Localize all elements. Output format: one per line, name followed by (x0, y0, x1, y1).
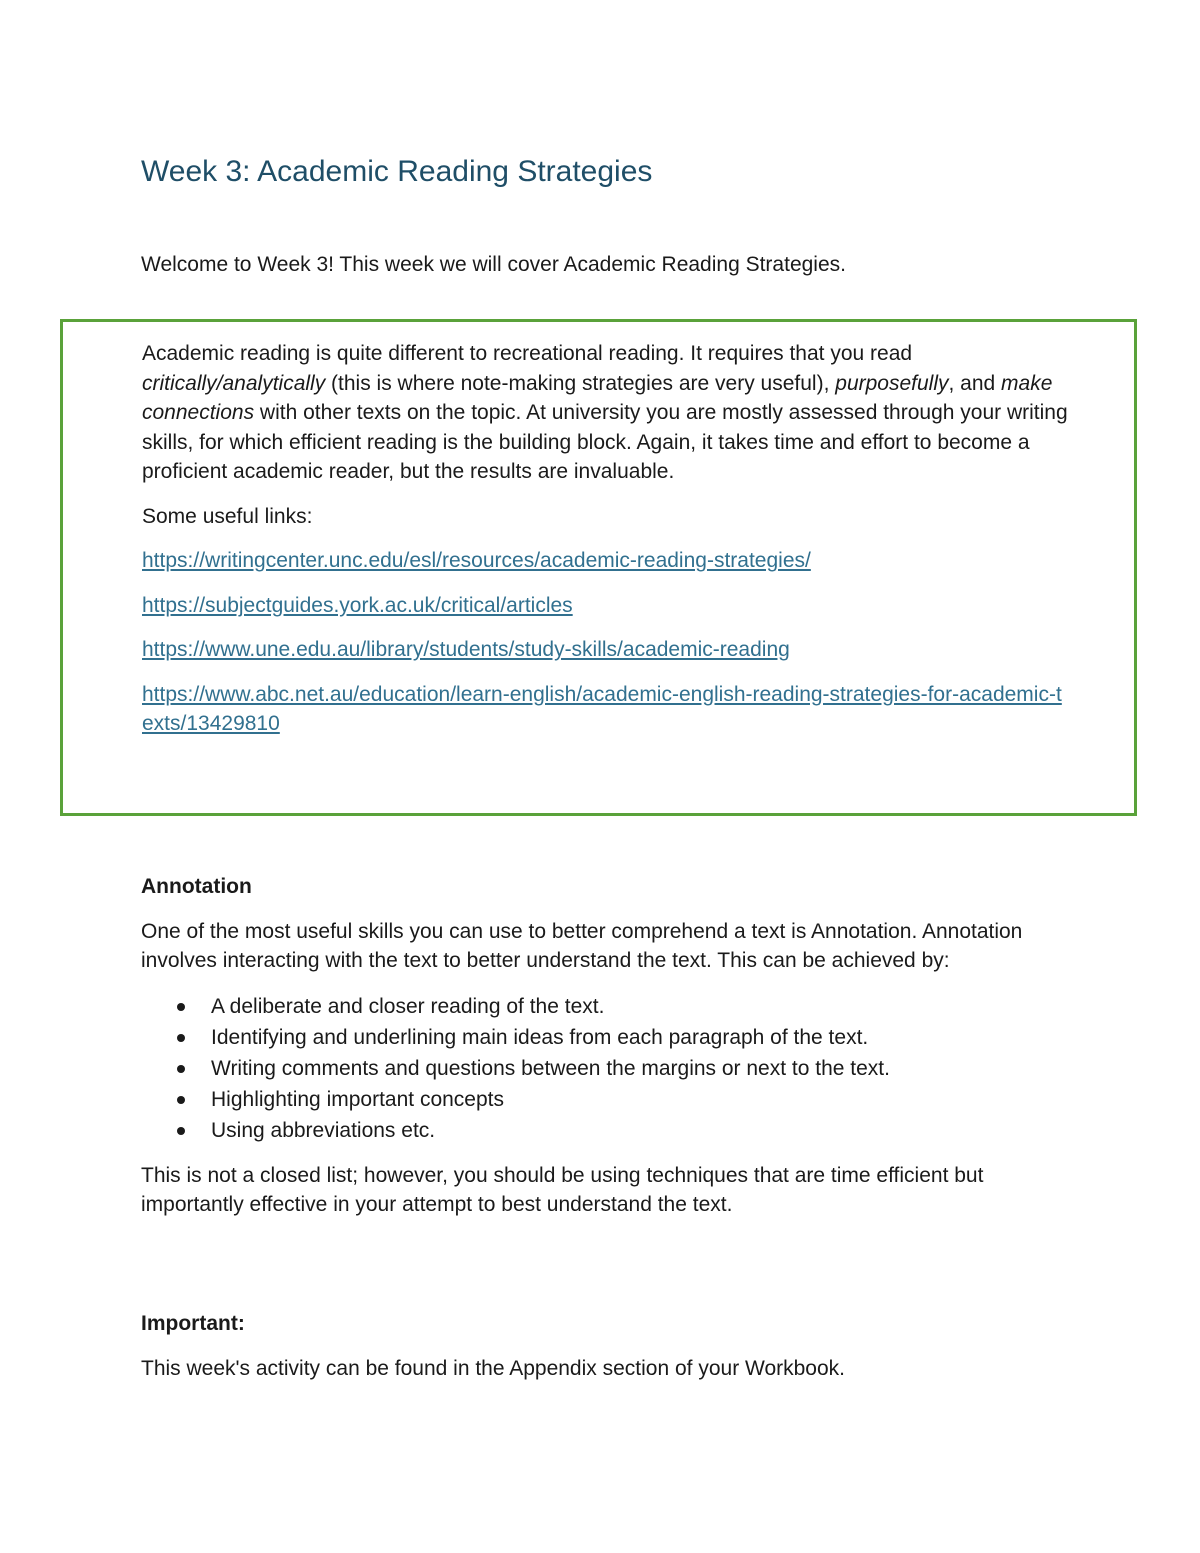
bullet-icon (177, 1034, 185, 1042)
list-item (141, 991, 1071, 1022)
intro-text: Welcome to Week 3! This week we will cover Academic Reading Strategies. (141, 253, 846, 276)
emphasis-critically: critically/analytically (142, 371, 326, 395)
paragraph-text-3: , and (948, 371, 1002, 395)
list-item (141, 1022, 1071, 1053)
annotation-bullet-list (141, 991, 1071, 1146)
bullet-text: A deliberate and closer reading of the text. (211, 994, 605, 1018)
bullet-icon (177, 1065, 185, 1073)
bullet-text: Identifying and underlining main ideas from each paragraph of the text. (211, 1025, 869, 1049)
info-box-content (142, 339, 1072, 739)
important-text: This week's activity can be found in the Appendix section of your Workbook. (141, 1356, 846, 1380)
bullet-text: Writing comments and questions between the margins or next to the text. (211, 1056, 890, 1080)
annotation-section (141, 872, 1071, 1220)
link-unc-writing-center[interactable]: https://writingcenter.unc.edu/esl/resources/academic-reading-strategies/ (142, 549, 811, 572)
paragraph-text-2: (this is where note-making strategies are very useful), (325, 371, 836, 395)
bullet-text: Highlighting important concepts (211, 1087, 504, 1111)
bullet-icon (177, 1096, 185, 1104)
annotation-heading: Annotation (141, 875, 252, 898)
paragraph-text-4: with other texts on the topic. At university you are mostly assessed through your writing skills, for which efficient reading is the building block. Again, it takes time and effort to become a proficient academic reader, but the results are invaluable. (142, 401, 1068, 483)
page-title: Week 3: Academic Reading Strategies (141, 155, 653, 188)
list-item (141, 1084, 1071, 1115)
emphasis-purposefully: purposefully (835, 371, 949, 395)
annotation-closing: This is not a closed list; however, you should be using techniques that are time efficient but importantly effective in your attempt to best understand the text. (141, 1163, 984, 1216)
link-une-library[interactable]: https://www.une.edu.au/library/students/study-skills/academic-reading (142, 638, 790, 661)
list-item (141, 1053, 1071, 1084)
annotation-intro: One of the most useful skills you can use to better comprehend a text is Annotation. Annotation involves interacting with the text to better understand the text. This can be achieved by: (141, 919, 1023, 972)
important-heading: Important: (141, 1312, 245, 1335)
bullet-icon (177, 1127, 185, 1135)
emphasis-make-connections: make connections (142, 371, 1053, 424)
academic-reading-paragraph (142, 339, 1072, 487)
link-york-subject-guides[interactable]: https://subjectguides.york.ac.uk/critical/articles (142, 593, 573, 617)
link-abc-education[interactable]: https://www.abc.net.au/education/learn-english/academic-english-reading-strategies-for-academic-texts/13429810 (142, 682, 1062, 735)
info-box (60, 319, 1137, 816)
links-label: Some useful links: (142, 504, 313, 528)
paragraph-text-1: Academic reading is quite different to recreational reading. It requires that you read (142, 342, 913, 365)
bullet-text: Using abbreviations etc. (211, 1118, 436, 1142)
important-section (141, 1309, 1071, 1383)
list-item (141, 1115, 1071, 1146)
bullet-icon (177, 1003, 185, 1011)
